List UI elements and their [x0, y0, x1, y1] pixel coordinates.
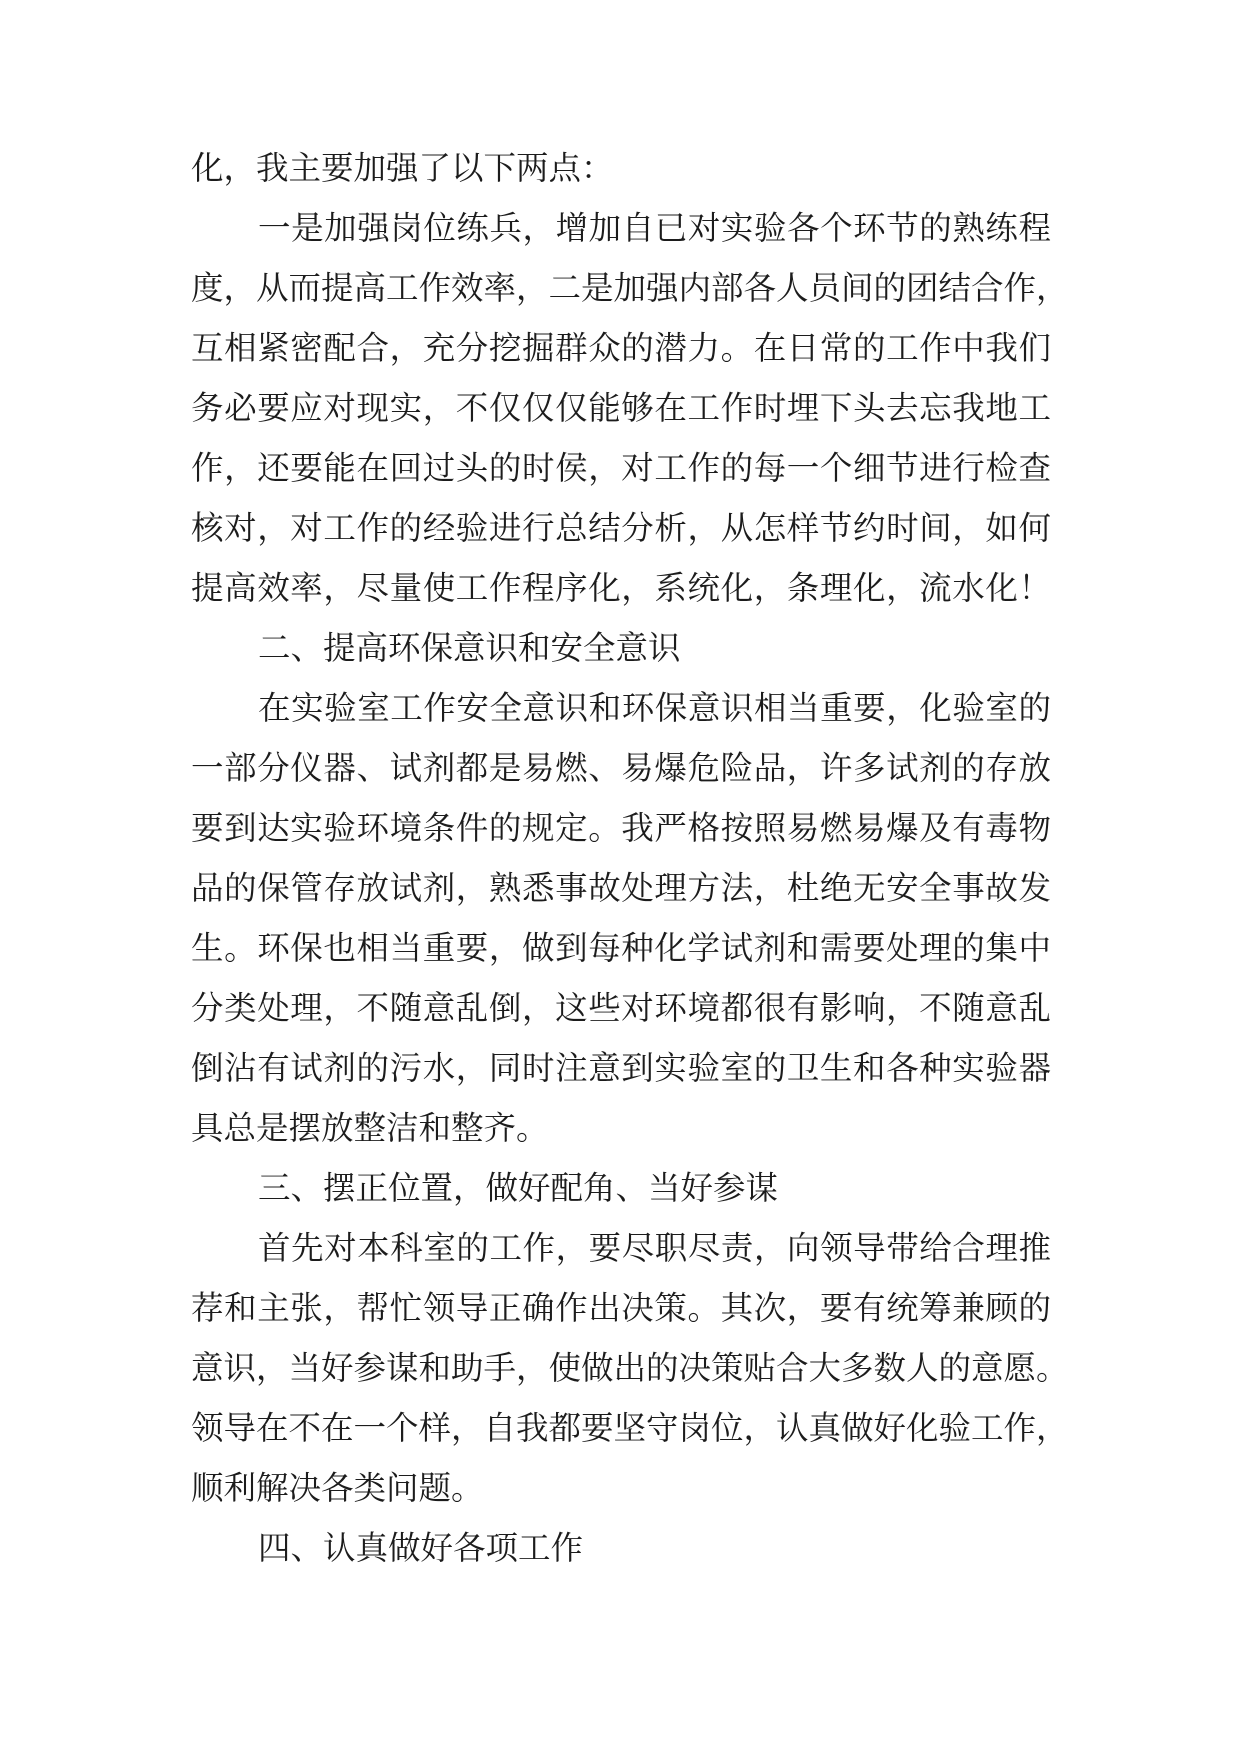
text-line: 品的保管存放试剂，熟悉事故处理方法，杜绝无安全事故发: [191, 869, 1051, 907]
text-line: 倒沾有试剂的污水，同时注意到实验室的卫生和各种实验器: [191, 1049, 1051, 1087]
section-heading: 四、认真做好各项工作: [258, 1529, 584, 1567]
text-line: 领导在不在一个样，自我都要坚守岗位，认真做好化验工作，: [191, 1409, 1069, 1447]
text-line: 务必要应对现实，不仅仅仅能够在工作时埋下头去忘我地工: [191, 389, 1051, 427]
section-heading: 三、摆正位置，做好配角、当好参谋: [258, 1169, 779, 1207]
paragraph-first-line: 一是加强岗位练兵，增加自已对实验各个环节的熟练程: [258, 209, 1051, 247]
paragraph-first-line: 首先对本科室的工作，要尽职尽责，向领导带给合理推: [258, 1229, 1051, 1267]
text-line: 荐和主张，帮忙领导正确作出决策。其次，要有统筹兼顾的: [191, 1289, 1051, 1327]
text-line: 顺利解决各类问题。: [191, 1469, 484, 1507]
text-line: 具总是摆放整洁和整齐。: [191, 1109, 549, 1147]
text-line: 作，还要能在回过头的时侯，对工作的每一个细节进行检查: [191, 449, 1051, 487]
text-line: 要到达实验环境条件的规定。我严格按照易燃易爆及有毒物: [191, 809, 1051, 847]
text-line: 互相紧密配合，充分挖掘群众的潜力。在日常的工作中我们: [191, 329, 1051, 367]
text-line: 化，我主要加强了以下两点：: [191, 149, 614, 187]
text-line: 度，从而提高工作效率，二是加强内部各人员间的团结合作，: [191, 269, 1069, 307]
text-line: 分类处理，不随意乱倒，这些对环境都很有影响，不随意乱: [191, 989, 1051, 1027]
text-line: 生。环保也相当重要，做到每种化学试剂和需要处理的集中: [191, 929, 1051, 967]
text-line: 一部分仪器、试剂都是易燃、易爆危险品，许多试剂的存放: [191, 749, 1051, 787]
text-line: 核对，对工作的经验进行总结分析，从怎样节约时间，如何: [191, 509, 1051, 547]
section-heading: 二、提高环保意识和安全意识: [258, 629, 681, 667]
text-line: 意识，当好参谋和助手，使做出的决策贴合大多数人的意愿。: [191, 1349, 1069, 1387]
paragraph-first-line: 在实验室工作安全意识和环保意识相当重要，化验室的: [258, 689, 1051, 727]
text-line: 提高效率，尽量使工作程序化，系统化，条理化，流水化！: [191, 569, 1051, 607]
